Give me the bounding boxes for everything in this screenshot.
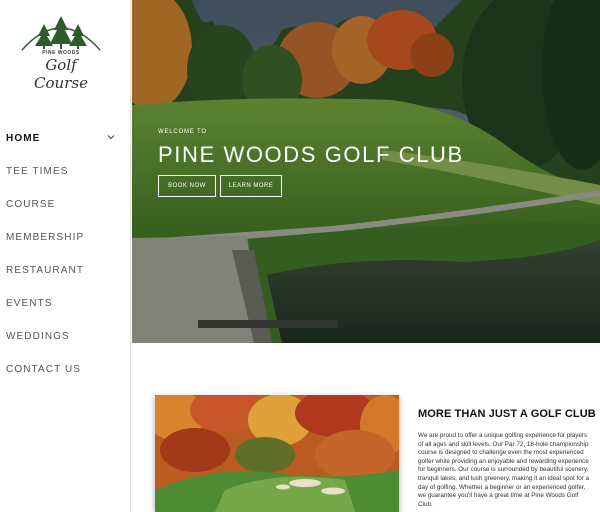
nav-item-membership[interactable] (0, 221, 131, 254)
book-now-button[interactable]: BOOK NOW (158, 175, 216, 197)
nav-item-label: EVENTS (6, 298, 53, 309)
nav-item-label: COURSE (6, 199, 56, 210)
nav-item-contact-us[interactable] (0, 353, 131, 386)
nav-item-label: WEDDINGS (6, 331, 70, 342)
chevron-down-icon[interactable] (106, 132, 116, 142)
logo-script-text: Golf Course (34, 56, 88, 92)
main-nav (0, 122, 131, 386)
nav-item-restaurant[interactable] (0, 254, 131, 287)
section-body-text: We are proud to offer a unique golfing experience for players of all ages and skill levels. Our Par 72, 18-hole championship course is designed to challenge even the most experienced golfer while providing an enjoyable and rewarding experience for beginners. Our course is surrounded by beautiful scenery, tranquil lakes, and lush greenery, making it an ideal spot for a day of golfing. Whether a beginner or an experienced golfer, we guarantee you'll have a great time at Pine Woods Golf Club. (418, 432, 590, 508)
nav-item-course[interactable] (0, 188, 131, 221)
hero-overlay (132, 0, 600, 343)
nav-item-label: HOME (6, 133, 41, 144)
hero-welcome-text: WELCOME TO (158, 129, 207, 135)
hero-title: PINE WOODS GOLF CLUB (158, 142, 464, 167)
hero-banner (132, 0, 600, 343)
nav-item-home[interactable] (0, 122, 131, 155)
autumn-course-photo (155, 395, 399, 512)
logo[interactable] (18, 10, 104, 92)
nav-item-label: MEMBERSHIP (6, 232, 85, 243)
nav-item-label: CONTACT US (6, 364, 82, 375)
nav-item-weddings[interactable] (0, 320, 131, 353)
course-aerial-image (155, 395, 399, 512)
sidebar (0, 0, 131, 512)
nav-item-label: RESTAURANT (6, 265, 85, 276)
learn-more-button[interactable]: LEARN MORE (220, 175, 282, 197)
logo-top-text: PINE WOODS (42, 50, 80, 56)
nav-item-label: TEE TIMES (6, 166, 69, 177)
nav-item-tee-times[interactable] (0, 155, 131, 188)
section-title: MORE THAN JUST A GOLF CLUB (418, 408, 596, 420)
nav-item-events[interactable] (0, 287, 131, 320)
